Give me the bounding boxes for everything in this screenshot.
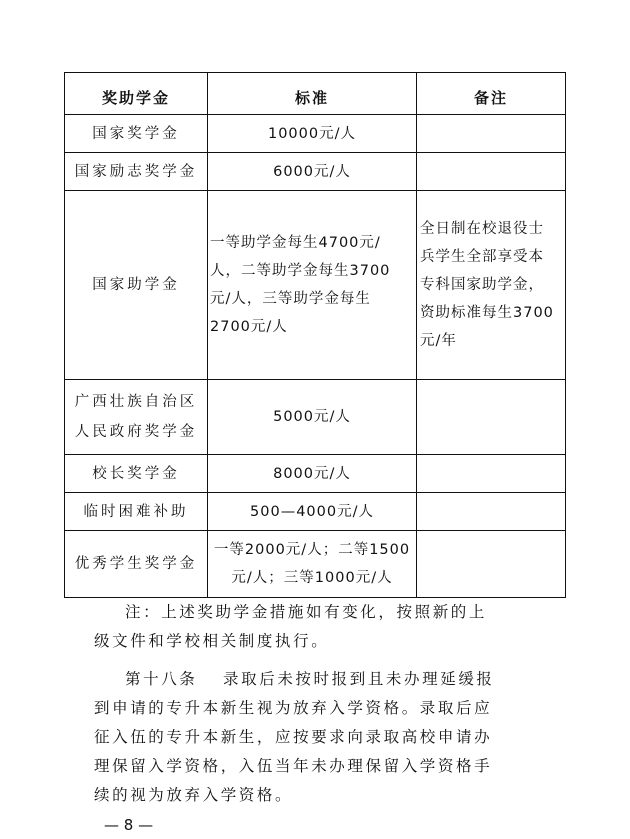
row-note [417, 153, 566, 191]
row-standard: 5000元/人 [208, 380, 417, 455]
article-paragraph [94, 665, 534, 810]
name-line: 人民政府奖学金 [74, 424, 198, 440]
row-standard [208, 531, 417, 598]
row-note [417, 531, 566, 598]
table-row [65, 493, 566, 531]
row-standard: 8000元/人 [208, 455, 417, 493]
note-line: 全日制在校退役士 [420, 221, 544, 237]
table-row [65, 115, 566, 153]
row-standard [208, 191, 417, 380]
header-note: 备注 [417, 73, 566, 115]
header-standard: 标准 [208, 73, 417, 115]
table-row [65, 380, 566, 455]
row-note [417, 380, 566, 455]
scholarship-table [64, 72, 566, 598]
row-name: 校长奖学金 [65, 455, 208, 493]
table-row [65, 191, 566, 380]
row-standard: 10000元/人 [208, 115, 417, 153]
note-line: 专科国家助学金， [420, 277, 544, 293]
row-standard: 6000元/人 [208, 153, 417, 191]
row-name: 优秀学生奖学金 [65, 531, 208, 598]
row-name: 国家奖学金 [65, 115, 208, 153]
note-line: 资助标准每生3700 [420, 305, 554, 321]
row-name: 国家助学金 [65, 191, 208, 380]
standard-line: 2700元/人 [210, 319, 288, 335]
note-line: 元/年 [420, 333, 457, 349]
paragraph-line: 征入伍的专升本新生，应按要求向录取高校申请办 [94, 728, 493, 746]
table-row [65, 455, 566, 493]
note-paragraph [94, 598, 534, 656]
paragraph-line: 到申请的专升本新生视为放弃入学资格。录取后应 [94, 699, 493, 717]
row-standard: 500—4000元/人 [208, 493, 417, 531]
row-note [417, 115, 566, 153]
page-number: — 8 — [104, 816, 154, 834]
paragraph-line: 级文件和学校相关制度执行。 [94, 632, 330, 650]
note-line: 兵学生全部享受本 [420, 249, 544, 265]
row-name: 国家励志奖学金 [65, 153, 208, 191]
paragraph-line: 注：上述奖助学金措施如有变化，按照新的上 [125, 603, 488, 621]
table-header-row [65, 73, 566, 115]
standard-line: 一等助学金每生4700元/ [210, 235, 381, 251]
standard-line: 元/人，三等助学金每生 [210, 291, 371, 307]
standard-line: 元/人；三等1000元/人 [231, 570, 393, 586]
table-row [65, 531, 566, 598]
row-name: 临时困难补助 [65, 493, 208, 531]
row-note [417, 493, 566, 531]
table-row [65, 153, 566, 191]
header-scholarship: 奖助学金 [65, 73, 208, 115]
name-line: 广西壮族自治区 [74, 394, 198, 410]
standard-line: 人，二等助学金每生3700 [210, 263, 391, 279]
standard-line: 一等2000元/人；二等1500 [213, 542, 411, 558]
row-name [65, 380, 208, 455]
paragraph-line: 理保留入学资格，入伍当年未办理保留入学资格手 [94, 757, 493, 775]
row-note [417, 191, 566, 380]
paragraph-line: 第十八条 录取后未按时报到且未办理延缓报 [125, 670, 495, 688]
paragraph-line: 续的视为放弃入学资格。 [94, 786, 294, 804]
row-note [417, 455, 566, 493]
